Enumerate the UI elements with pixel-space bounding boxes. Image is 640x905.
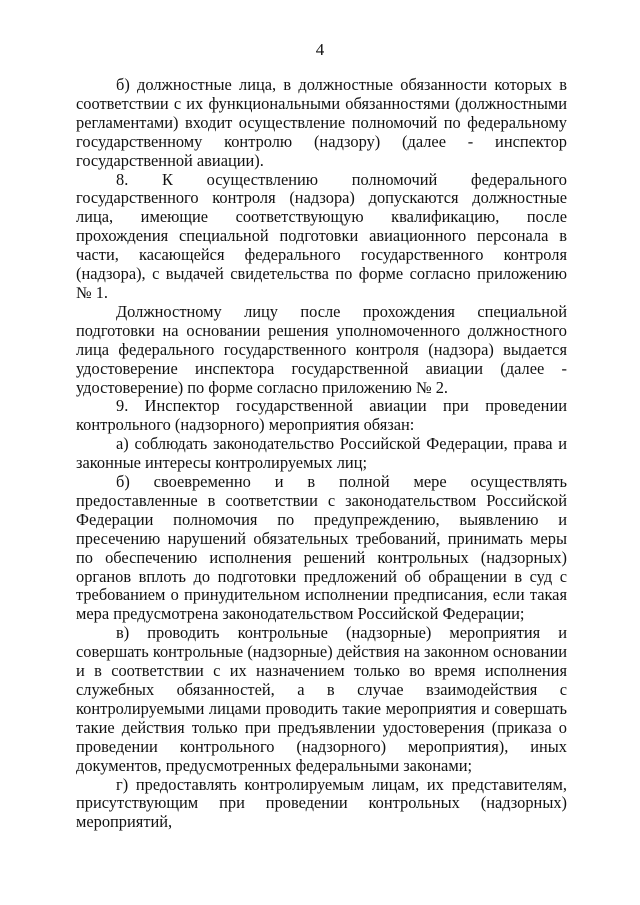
paragraph-clause-9: 9. Инспектор государственной авиации при проведении контрольного (надзорного) мероприятия обязан: [76, 396, 567, 435]
paragraph-certificate: Должностному лицу после прохождения специальной подготовки на основании решения уполномоченного должностного лица федерального государственного контроля (надзора) выдается удостоверение инспектора государственной авиации (далее - удостоверение) по форме согласно приложению № 2. [76, 301, 567, 397]
document-body [76, 76, 567, 832]
paragraph-clause-9v: в) проводить контрольные (надзорные) мероприятия и совершать контрольные (надзорные) действия на законном основании и в соответствии с их назначением только во время исполнения служебных обязанностей, а в случае взаимодействия с контролируемыми лицами проводить такие мероприятия и совершать такие действия только при предъявлении удостоверения (приказа о проведении контрольного (надзорного) мероприятия), иных документов, предусмотренных федеральными законами; [76, 623, 567, 775]
paragraph-clause-9g: г) предоставлять контролируемым лицам, их представителям, присутствующим при проведении контрольных (надзорных) мероприятий, [76, 774, 567, 832]
paragraph-clause-9b: б) своевременно и в полной мере осуществлять предоставленные в соответствии с законодательством Российской Федерации полномочия по предупреждению, выявлению и пресечению нарушений обязательных требований, принимать меры по обеспечению исполнения решений контрольных (надзорных) органов вплоть до подготовки предложений об обращении в суд с требованием о принудительном исполнении предписания, если такая мера предусмотрена законодательством Российской Федерации; [76, 472, 567, 624]
paragraph-clause-9a: а) соблюдать законодательство Российской Федерации, права и законные интересы контролируемых лиц; [76, 434, 567, 473]
page-number: 4 [315, 40, 325, 59]
paragraph-clause-8: 8. К осуществлению полномочий федерального государственного контроля (надзора) допускаются должностные лица, имеющие соответствующую квалификацию, после прохождения специальной подготовки авиационного персонала в части, касающейся федерального государственного контроля (надзора), с выдачей свидетельства по форме согласно приложению № 1. [76, 169, 567, 302]
paragraph-officials-inspector: б) должностные лица, в должностные обязанности которых в соответствии с их функциональными обязанностями (должностными регламентами) входит осуществление полномочий по федеральному государственному контролю (надзору) (далее - инспектор государственной авиации). [76, 75, 567, 170]
